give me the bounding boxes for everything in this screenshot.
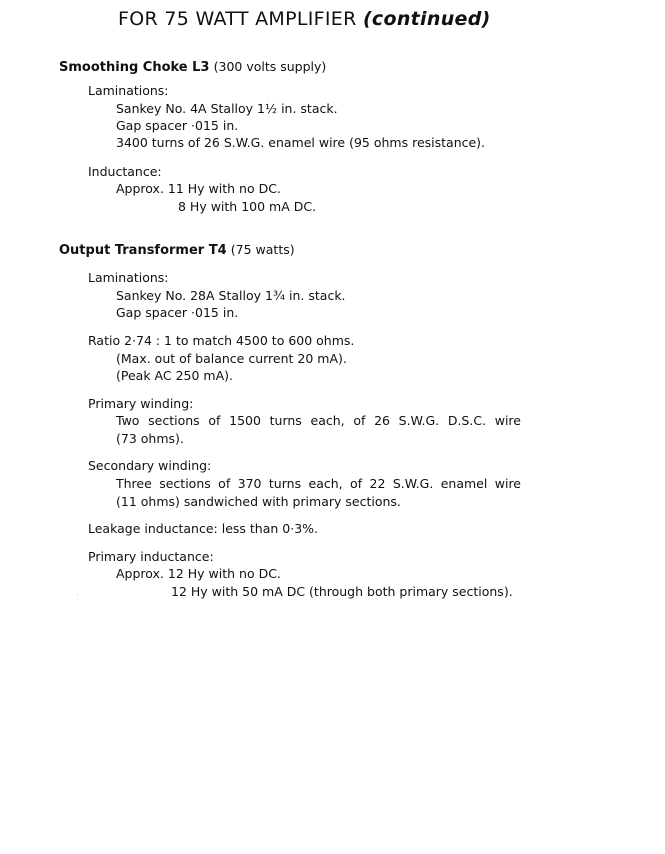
- choke-inductance-label: Inductance:: [88, 164, 162, 179]
- page-title: [118, 8, 491, 30]
- choke-laminations-label: Laminations:: [88, 83, 169, 98]
- page-title-continued: (continued): [362, 8, 491, 30]
- choke-lamination-line-3: 3400 turns of 26 S.W.G. enamel wire (95 ohms resistance).: [116, 135, 486, 150]
- smoothing-choke-heading-text: Smoothing Choke L3: [59, 60, 210, 75]
- output-transformer-heading-text: Output Transformer T4: [59, 243, 227, 258]
- secondary-winding-label: Secondary winding:: [88, 458, 212, 473]
- scan-speck: [77, 594, 78, 595]
- smoothing-choke-heading: [59, 59, 326, 75]
- output-transformer-subheading: (75 watts): [230, 242, 295, 257]
- page-title-main: FOR 75 WATT AMPLIFIER: [118, 8, 357, 30]
- primary-winding-label: Primary winding:: [88, 396, 194, 411]
- primary-winding-line-1: Two sections of 1500 turns each, of 26 S.W.G. D.S.C. wire: [116, 413, 521, 428]
- ratio-line-1: Ratio 2·74 : 1 to match 4500 to 600 ohms.: [88, 333, 355, 348]
- transformer-lamination-line-1: Sankey No. 28A Stalloy 1¾ in. stack.: [116, 288, 346, 303]
- leakage-inductance-line: Leakage inductance: less than 0·3%.: [88, 521, 318, 536]
- ratio-line-2: (Max. out of balance current 20 mA).: [116, 351, 347, 366]
- choke-inductance-line-2: 8 Hy with 100 mA DC.: [178, 199, 317, 214]
- choke-lamination-line-2: Gap spacer ·015 in.: [116, 118, 239, 133]
- smoothing-choke-subheading: (300 volts supply): [213, 59, 327, 74]
- transformer-laminations-label: Laminations:: [88, 270, 169, 285]
- primary-inductance-line-1: Approx. 12 Hy with no DC.: [116, 566, 281, 581]
- primary-inductance-line-2: 12 Hy with 50 mA DC (through both primary sections).: [171, 584, 513, 599]
- ratio-line-3: (Peak AC 250 mA).: [116, 368, 233, 383]
- choke-inductance-line-1: Approx. 11 Hy with no DC.: [116, 181, 281, 196]
- primary-winding-line-2: (73 ohms).: [116, 431, 184, 446]
- primary-inductance-label: Primary inductance:: [88, 549, 214, 564]
- transformer-lamination-line-2: Gap spacer ·015 in.: [116, 305, 239, 320]
- choke-lamination-line-1: Sankey No. 4A Stalloy 1½ in. stack.: [116, 101, 338, 116]
- secondary-winding-line-2: (11 ohms) sandwiched with primary sections.: [116, 494, 401, 509]
- output-transformer-heading: [59, 242, 295, 258]
- secondary-winding-line-1: Three sections of 370 turns each, of 22 S.W.G. enamel wire: [116, 476, 521, 491]
